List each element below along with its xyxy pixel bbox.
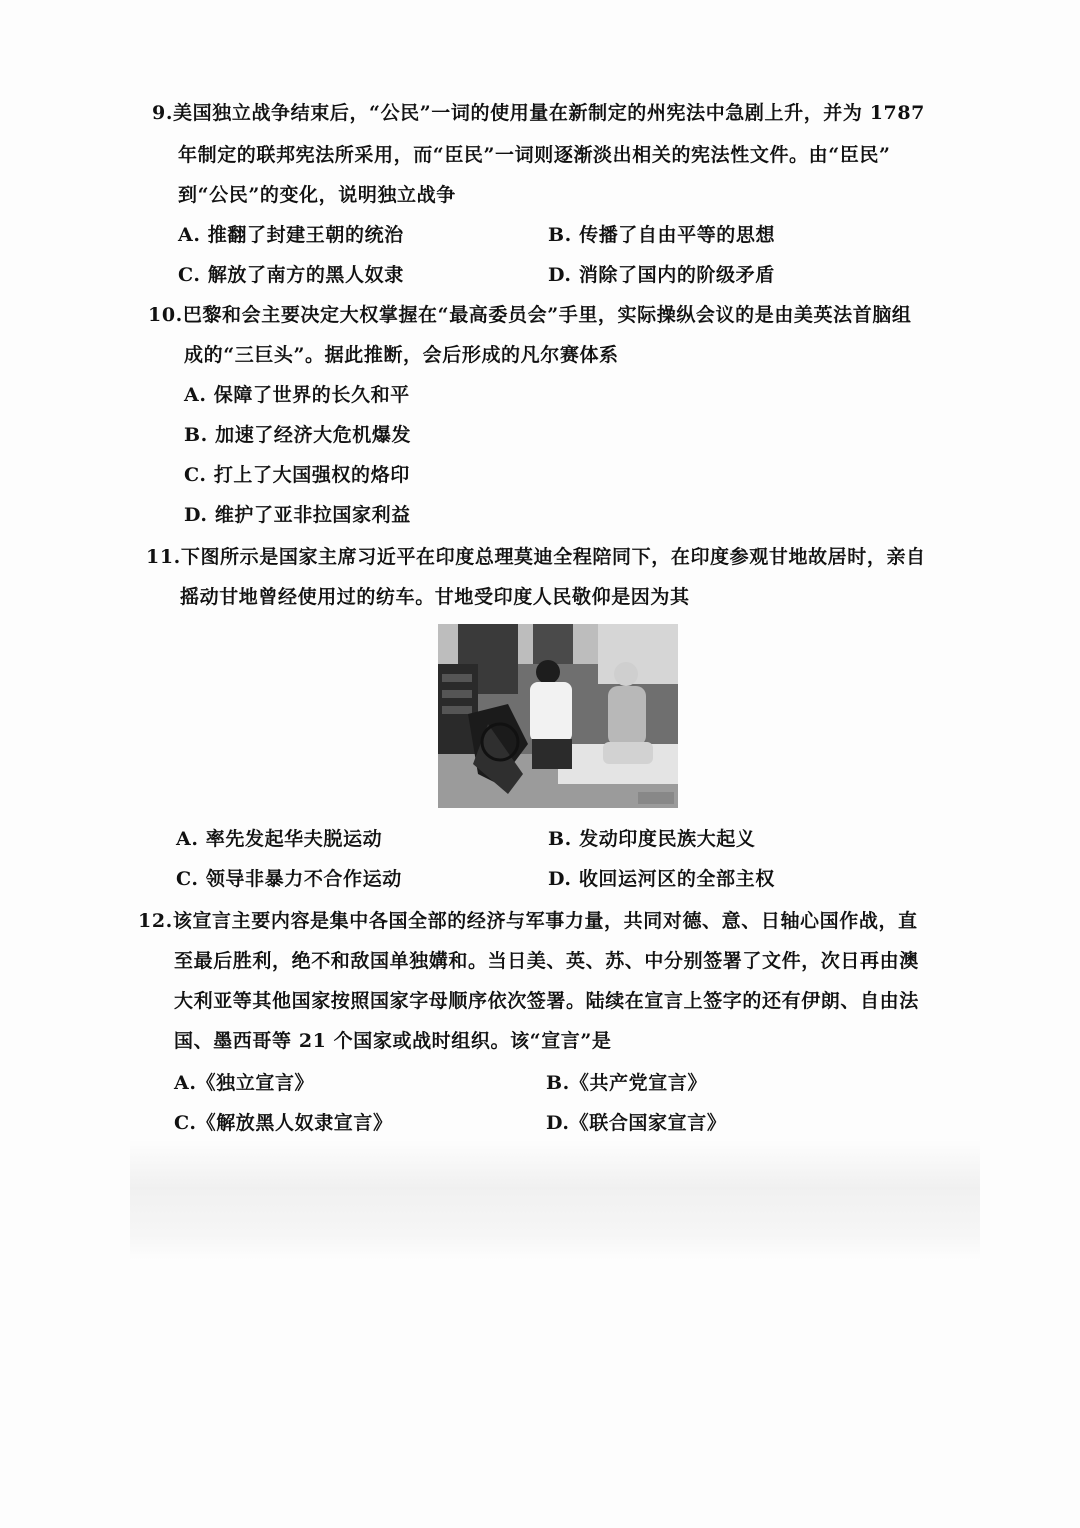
question-11-option-c: C. 领导非暴力不合作运动 [176, 868, 402, 890]
question-9-stem-1: 美国独立战争结束后，“公民”一词的使用量在新制定的州宪法中急剧上升，并为 1787 [173, 102, 926, 124]
question-9-option-d: D. 消除了国内的阶级矛盾 [548, 264, 775, 286]
question-11-stem-2: 摇动甘地曾经使用过的纺车。甘地受印度人民敬仰是因为其 [180, 586, 690, 608]
question-11-option-d: D. 收回运河区的全部主权 [548, 868, 775, 890]
question-10-stem-2: 成的“三巨头”。据此推断，会后形成的凡尔赛体系 [184, 344, 619, 366]
question-11-number: 11. [146, 546, 181, 568]
question-9-option-a: A. 推翻了封建王朝的统治 [178, 224, 404, 246]
question-10-option-d: D. 维护了亚非拉国家利益 [184, 504, 411, 526]
question-12-option-a: A.《独立宣言》 [174, 1072, 315, 1094]
question-9-stem-3: 到“公民”的变化，说明独立战争 [178, 184, 456, 206]
question-12-stem-1: 该宣言主要内容是集中各国全部的经济与军事力量，共同对德、意、日轴心国作战，直 [172, 910, 918, 932]
question-12-option-b: B.《共产党宣言》 [546, 1072, 708, 1094]
gandhi-house-photo [438, 624, 678, 808]
question-10-option-c: C. 打上了大国强权的烙印 [184, 464, 410, 486]
question-11-stem-1: 下图所示是国家主席习近平在印度总理莫迪全程陪同下，在印度参观甘地故居时，亲自 [180, 546, 926, 568]
question-12-option-c: C.《解放黑人奴隶宣言》 [174, 1112, 393, 1134]
question-9-stem-2: 年制定的联邦宪法所采用，而“臣民”一词则逐渐淡出相关的宪法性文件。由“臣民” [178, 144, 891, 166]
question-12-stem-3: 大利亚等其他国家按照国家字母顺序依次签署。陆续在宣言上签字的还有伊朗、自由法 [174, 990, 919, 1012]
question-10-number: 10. [148, 304, 183, 326]
question-10-option-b: B. 加速了经济大危机爆发 [184, 424, 412, 446]
question-10-stem-1: 巴黎和会主要决定大权掌握在“最高委员会”手里，实际操纵会议的是由美英法首脑组 [182, 304, 912, 326]
question-11-option-a: A. 率先发起华夫脱运动 [176, 828, 383, 850]
scan-shadow [130, 1140, 980, 1260]
question-12-stem-4: 国、墨西哥等 21 个国家或战时组织。该“宣言”是 [174, 1030, 612, 1052]
question-12-line-1 [138, 908, 918, 934]
question-10-option-a: A. 保障了世界的长久和平 [184, 384, 410, 406]
question-11-option-b: B. 发动印度民族大起义 [548, 828, 756, 850]
question-9-line-1 [152, 100, 925, 126]
question-11-line-1 [146, 544, 926, 570]
question-9-option-b: B. 传播了自由平等的思想 [548, 224, 776, 246]
question-12-stem-2: 至最后胜利，绝不和敌国单独媾和。当日美、英、苏、中分别签署了文件，次日再由澳 [174, 950, 919, 972]
question-9-number: 9. [152, 102, 174, 124]
question-12-number: 12. [138, 910, 173, 932]
question-9-option-c: C. 解放了南方的黑人奴隶 [178, 264, 404, 286]
question-12-option-d: D.《联合国家宣言》 [546, 1112, 727, 1134]
question-10-line-1 [148, 302, 912, 328]
